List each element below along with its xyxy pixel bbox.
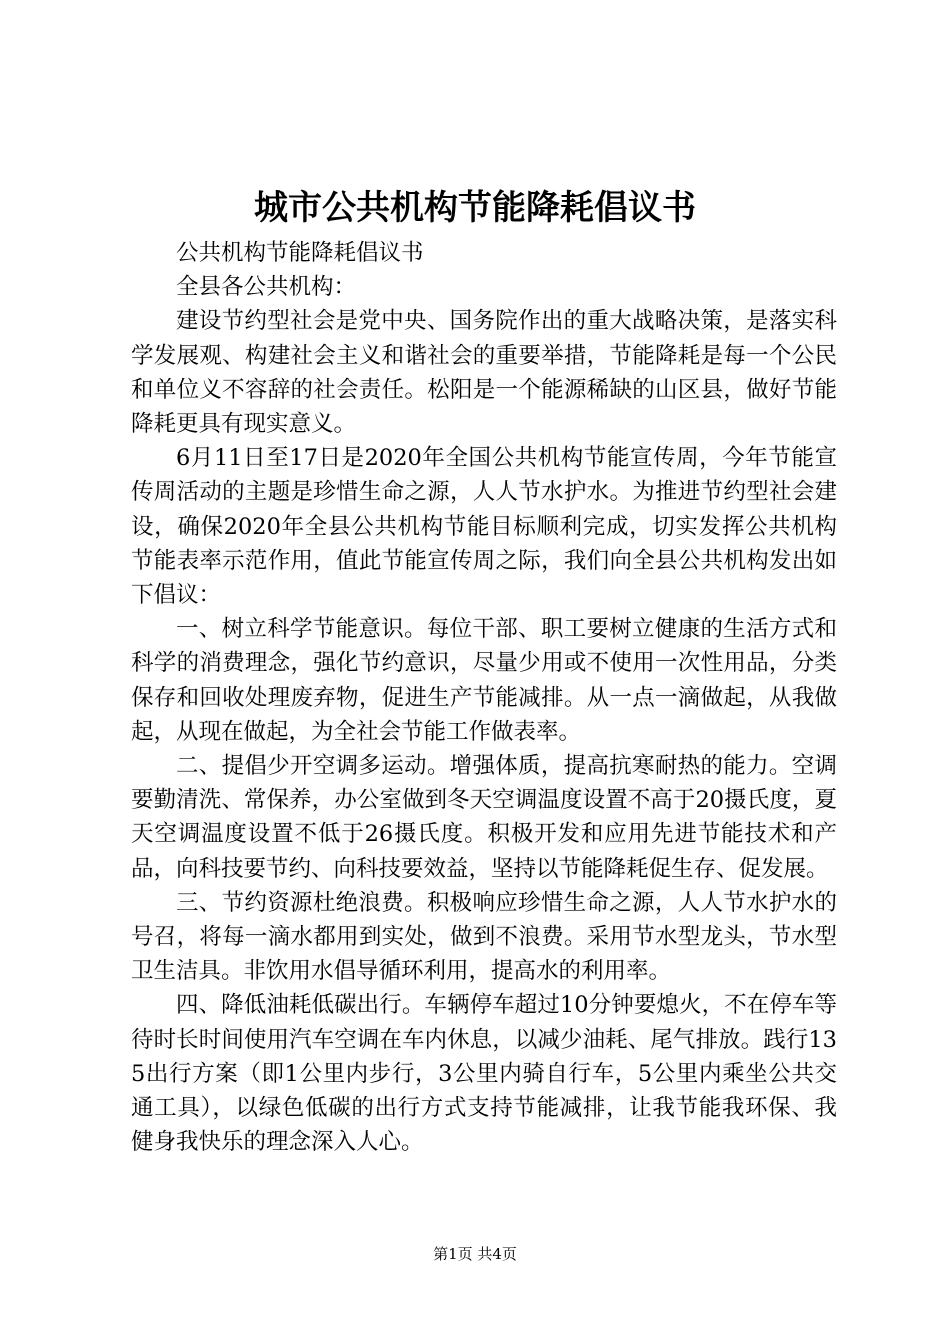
proposal-2-paragraph: 二、提倡少开空调多运动。增强体质，提高抗寒耐热的能力。空调要勤清洗、常保养，办公室做到冬天空调温度设置不高于20摄氏度，夏天空调温度设置不低于26摄氏度。积极开发和应用先进节能技术和产品，向科技要节约、向科技要效益，坚持以节能降耗促生存、促发展。 [131, 753, 837, 882]
subtitle-paragraph: 公共机构节能降耗倡议书 [176, 240, 424, 266]
document-body [131, 236, 837, 1159]
intro-paragraph: 建设节约型社会是党中央、国务院作出的重大战略决策，是落实科学发展观、构建社会主义和谐社会的重要举措，节能降耗是每一个公民和单位义不容辞的社会责任。松阳是一个能源稀缺的山区县，做好节能降耗更具有现实意义。 [131, 308, 837, 438]
document-title: 城市公共机构节能降耗倡议书 [254, 188, 696, 228]
proposal-4-paragraph: 四、降低油耗低碳出行。车辆停车超过10分钟要熄火，不在停车等待时长时间使用汽车空调在车内休息，以减少油耗、尾气排放。践行135出行方案（即1公里内步行，3公里内骑自行车，5公里内乘坐公共交通工具），以绿色低碳的出行方式支持节能减排，让我节能我环保、我健身我快乐的理念深入人心。 [131, 992, 837, 1156]
background-paragraph: 6月11日至17日是2020年全国公共机构节能宣传周，今年节能宣传周活动的主题是珍惜生命之源，人人节水护水。为推进节约型社会建设，确保2020年全县公共机构节能目标顺利完成，切实发挥公共机构节能表率示范作用，值此节能宣传周之际，我们向全县公共机构发出如下倡议： [131, 445, 837, 609]
page-footer: 第1页 共4页 [433, 1245, 517, 1263]
proposal-1-paragraph: 一、树立科学节能意识。每位干部、职工要树立健康的生活方式和科学的消费理念，强化节约意识，尽量少用或不使用一次性用品，分类保存和回收处理废弃物，促进生产节能减排。从一点一滴做起，从我做起，从现在做起，为全社会节能工作做表率。 [131, 616, 837, 745]
proposal-3-paragraph: 三、节约资源杜绝浪费。积极响应珍惜生命之源，人人节水护水的号召，将每一滴水都用到实处，做到不浪费。采用节水型龙头，节水型卫生洁具。非饮用水倡导循环利用，提高水的利用率。 [131, 889, 837, 985]
salutation-paragraph: 全县各公共机构： [176, 274, 357, 301]
